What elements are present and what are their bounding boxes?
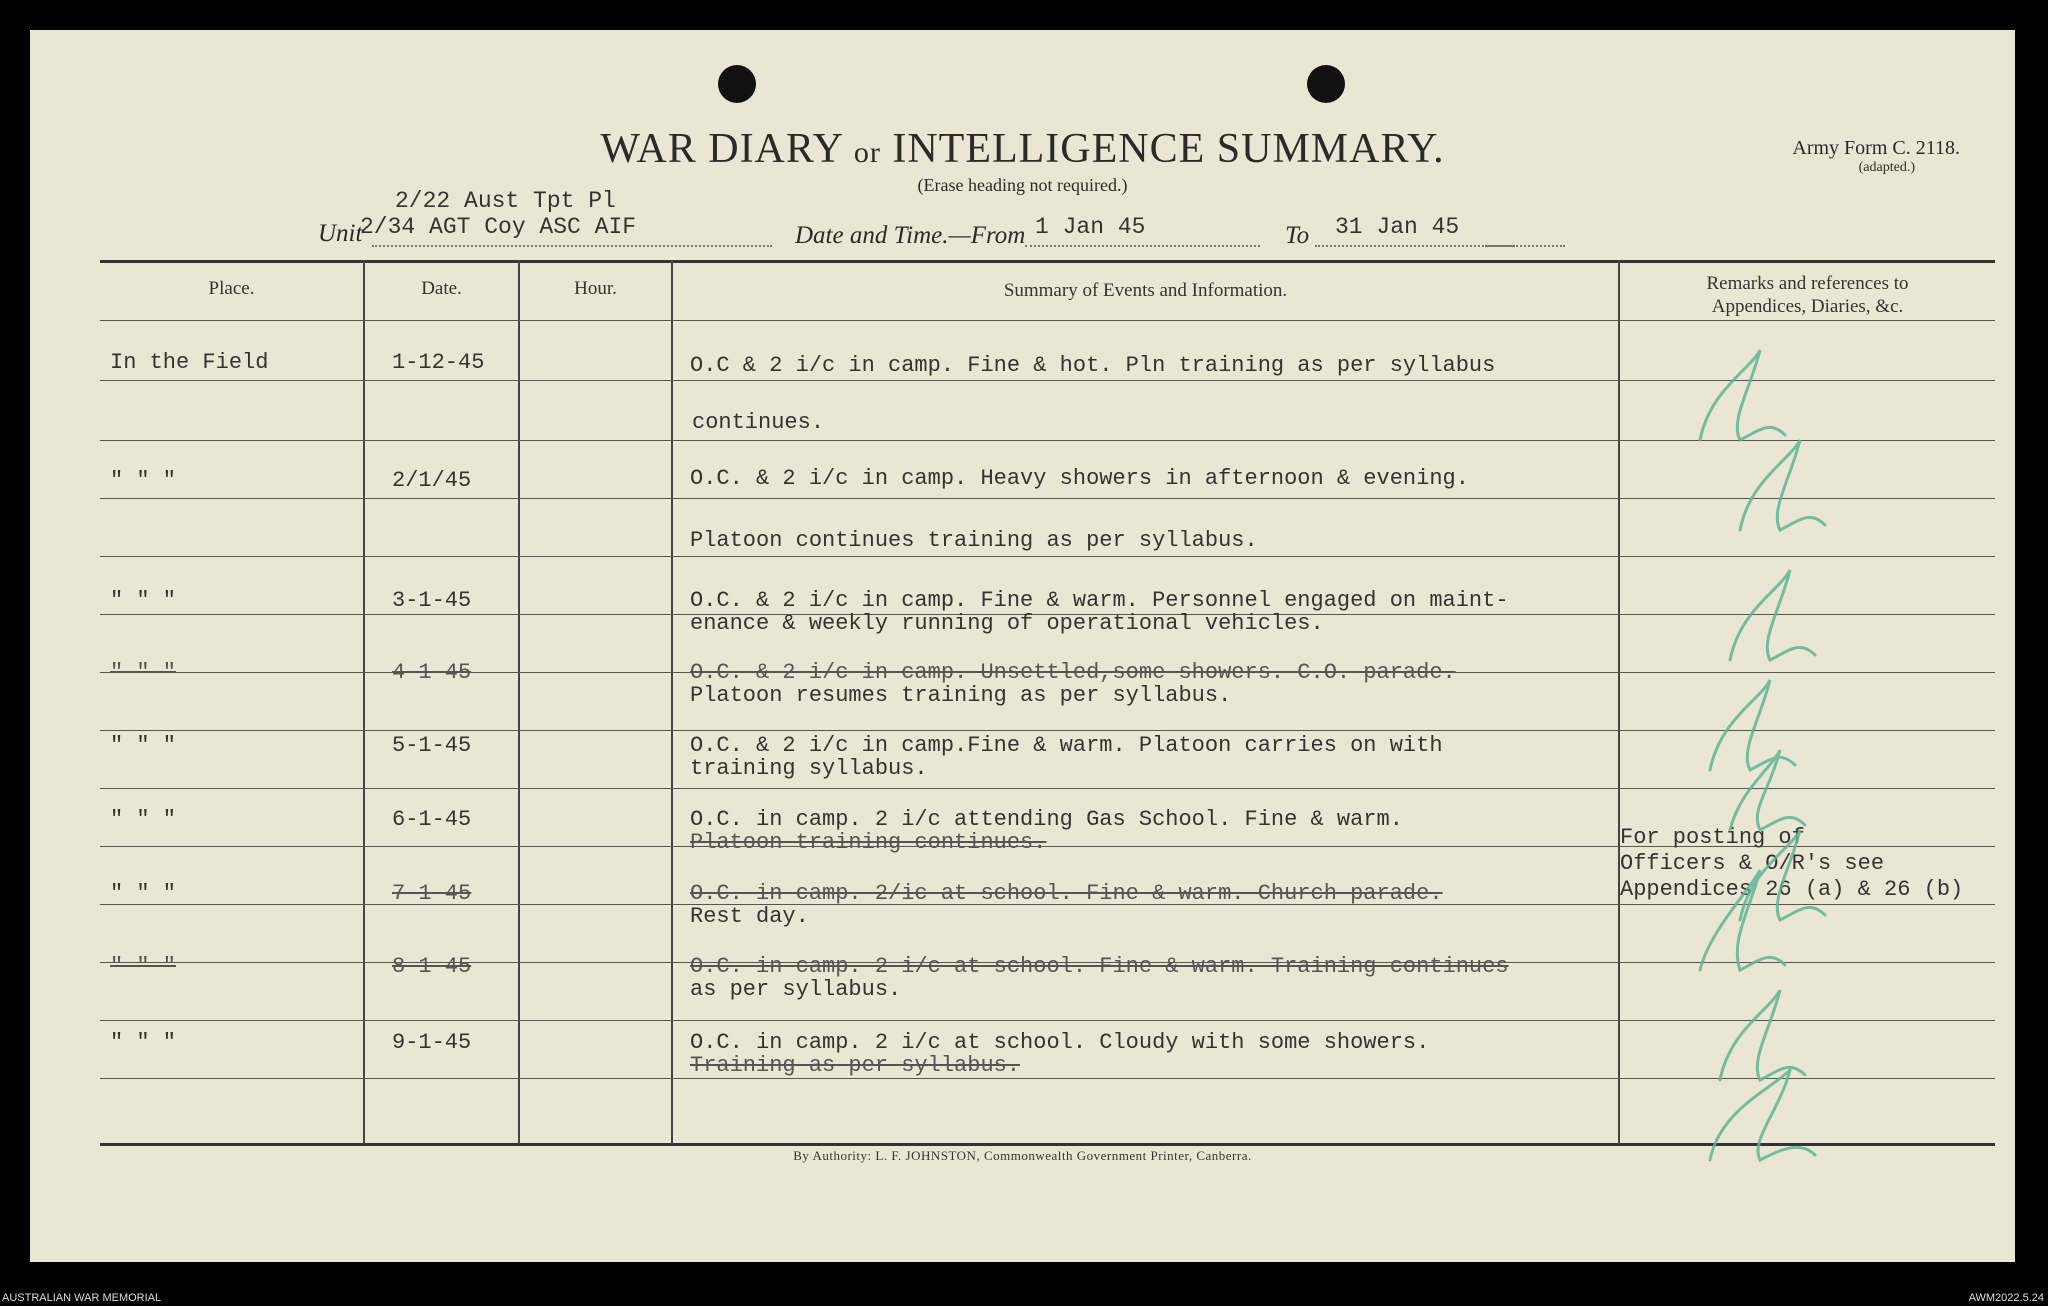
entry-place: " " " (110, 660, 177, 685)
to-label: To (1285, 222, 1310, 249)
entry-text-line: Platoon training continues. (690, 830, 1047, 855)
entry-text-line: Platoon continues training as per syllabus. (690, 528, 1258, 553)
entry-date: 2/1/45 (392, 468, 472, 493)
entry-date: 6-1-45 (392, 807, 472, 832)
entry-text-line: O.C. in camp. 2 i/c at school. Fine & warm. Training continues (690, 954, 1509, 979)
archive-id: AWM2022.5.24 (1968, 1292, 2044, 1304)
entry-text-line: O.C. & 2 i/c in camp. Unsettled,some showers. C.O. parade. (690, 660, 1456, 685)
entry-place: " " " (110, 468, 177, 493)
entry-place: " " " (110, 807, 177, 832)
entry-date: 9-1-45 (392, 1030, 472, 1055)
entry-date: 1-12-45 (392, 350, 485, 375)
handwritten-initials (1690, 330, 1890, 1170)
entry-text-line: O.C. in camp. 2 i/c attending Gas School. Fine & warm. (690, 807, 1403, 832)
entry-text-line: O.C. in camp. 2/ic at school. Fine & warm. Church parade. (690, 881, 1443, 906)
printer-imprint: By Authority: L. F. JOHNSTON, Commonwealth Government Printer, Canberra. (793, 1148, 1252, 1163)
unit-label: Unit (318, 220, 363, 247)
col-divider-hour (671, 260, 673, 1144)
table-top-rule (100, 260, 1995, 263)
entry-place: In the Field (110, 350, 269, 375)
col-divider-place (363, 260, 365, 1144)
unit-line-1: 2/22 Aust Tpt Pl (395, 188, 616, 214)
erase-note: (Erase heading not required.) (917, 175, 1128, 195)
entry-text-line: enance & weekly running of operational vehicles. (690, 611, 1324, 636)
col-divider-summary (1618, 260, 1620, 1144)
entry-text-line: continues. (692, 410, 825, 435)
entry-text-line: as per syllabus. (690, 977, 902, 1002)
date-label: Date and Time.—From (795, 222, 1026, 249)
entry-text-line: Platoon resumes training as per syllabus. (690, 683, 1232, 708)
date-from: 1 Jan 45 (1035, 214, 1146, 240)
diary-page (30, 30, 2015, 1262)
punch-hole-left (718, 65, 756, 103)
header-remarks: Remarks and references to Appendices, Diaries, &c. (1706, 273, 1909, 317)
remarks-note: For posting of Officers & O/R's see Appendices 26 (a) & 26 (b) (1620, 825, 1964, 902)
entry-place: " " " (110, 588, 177, 613)
entry-text-line: O.C. in camp. 2 i/c at school. Cloudy with some showers. (690, 1030, 1430, 1055)
entry-text-line: O.C. & 2 i/c in camp.Fine & warm. Platoon carries on with (690, 733, 1443, 758)
header-hour: Hour. (574, 278, 617, 299)
entry-place: " " " (110, 881, 177, 906)
rule (100, 320, 1995, 321)
entry-place: " " " (110, 733, 177, 758)
header-date: Date. (421, 278, 462, 299)
entry-text-line: training syllabus. (690, 756, 928, 781)
entry-place: " " " (110, 1030, 177, 1055)
archive-credit: AUSTRALIAN WAR MEMORIAL (2, 1292, 162, 1304)
entry-date: 5-1-45 (392, 733, 472, 758)
entry-date: 8-1-45 (392, 954, 472, 979)
date-to-dots-2 (1485, 245, 1565, 247)
entry-text-line: O.C & 2 i/c in camp. Fine & hot. Pln training as per syllabus (690, 353, 1496, 378)
entry-text-line: O.C. & 2 i/c in camp. Heavy showers in afternoon & evening. (690, 466, 1469, 491)
entry-text-line: Rest day. (690, 904, 809, 929)
army-form-number: Army Form C. 2118. (adapted.) (1792, 137, 1960, 175)
entry-date: 7-1-45 (392, 881, 472, 906)
date-to: 31 Jan 45 (1335, 214, 1460, 240)
col-divider-date (518, 260, 520, 1144)
header-summary: Summary of Events and Information. (1003, 280, 1288, 301)
entry-place: " " " (110, 954, 177, 979)
entry-text-line: O.C. & 2 i/c in camp. Fine & warm. Personnel engaged on maint- (690, 588, 1509, 613)
punch-hole-right (1307, 65, 1345, 103)
unit-dots (372, 245, 772, 247)
entry-date: 4-1-45 (392, 660, 472, 685)
date-from-dots (1025, 245, 1260, 247)
unit-line-2: 2/34 AGT Coy ASC AIF (360, 214, 637, 240)
entry-text-line: Training as per syllabus. (690, 1053, 1021, 1078)
header-place: Place. (208, 278, 255, 299)
form-title: WAR DIARY or INTELLIGENCE SUMMARY. (600, 126, 1445, 172)
entry-date: 3-1-45 (392, 588, 472, 613)
